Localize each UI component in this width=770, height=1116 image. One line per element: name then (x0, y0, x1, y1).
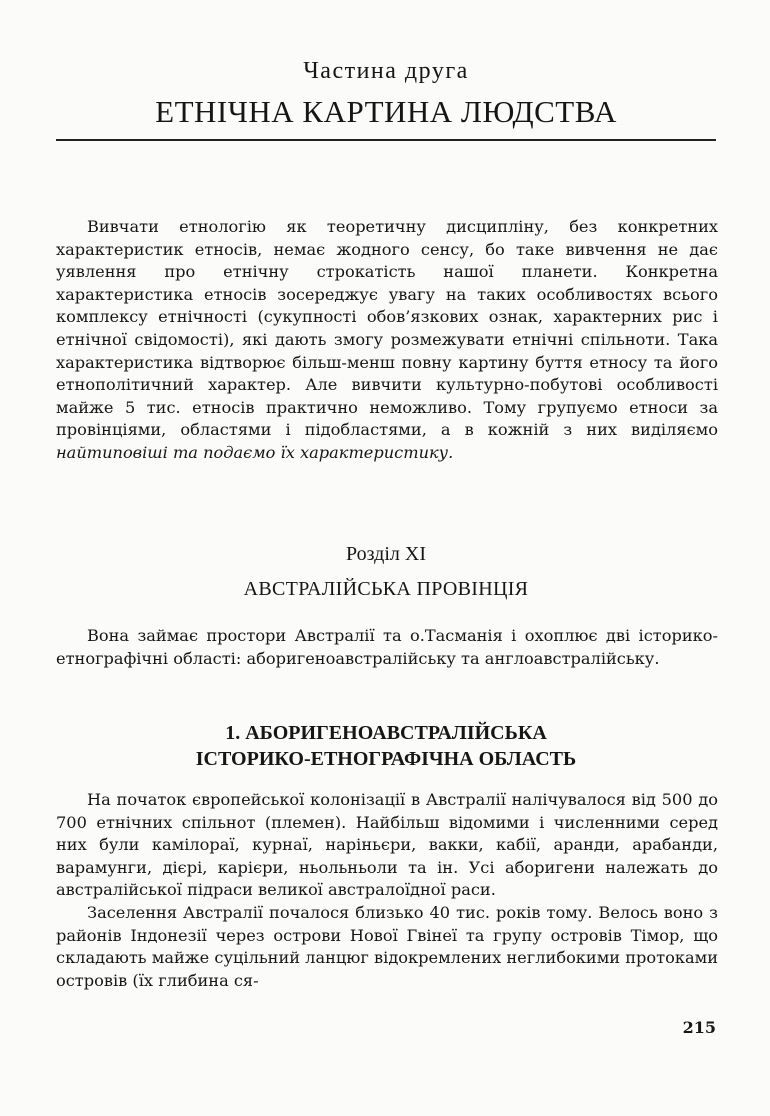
section-paragraph-1: На початок європейської колонізації в Австралії налічувалося від 500 до 700 етнічних спільнот (племен). Найбільш відомими і численними серед них були камілораї, курнаї, наріньєри, вакки, кабії, аранди, арабанди, варамунги, дієрі, карієри, ньольньоли та ін. Усі аборигени належать до австралійської підраси великої австралоїдної раси. (56, 790, 718, 900)
part-subtitle: ЕТНІЧНА КАРТИНА ЛЮДСТВА (155, 94, 617, 129)
header-rule (56, 139, 716, 141)
chapter-number: Розділ XI (346, 543, 426, 565)
intro-text-italic: найтиповіші та подаємо їх характеристику. (56, 442, 454, 462)
chapter-intro-paragraph: Вона займає простори Австралії та о.Тасманія і охоплює дві історико-етнографічні області: аборигеноавстралійську та англоавстралійську. (56, 626, 718, 668)
section-title (56, 720, 716, 772)
section-paragraph-2: Заселення Австралії почалося близько 40 тис. років тому. Велось воно з районів Індонезії через острови Нової Гвінеї та групу островів Тімор, що складають майже суцільний ланцюг відокремлених неглибокими протоками островів (їх глибина ся- (56, 902, 718, 990)
intro-block (56, 216, 718, 465)
chapter-intro-block (56, 625, 718, 670)
section-title-line2: ІСТОРИКО-ЕТНОГРАФІЧНА ОБЛАСТЬ (195, 748, 577, 770)
intro-text: Вивчати етнологію як теоретичну дисципліну, без конкретних характеристик етносів, немає жодного сенсу, бо таке вивчення не дає уявлення про етнічну строкатість нашої планети. Конкретна характеристика етносів зосереджує увагу на таких особливостях всього комплексу етнічності (сукупності обов’язкових ознак, характерних рис і етнічної свідомості), які дають змогу розмежувати етнічні спільноти. Така характеристика відтворює більш-менш повну картину буття етносу та його етнополітичний характер. Але вивчити культурно-побутові особливості майже 5 тис. етносів практично неможливо. Тому групуємо етноси за провінціями, областями і підобластями, а в кожній з них виділяємо (56, 217, 718, 440)
section-body (56, 789, 718, 992)
intro-paragraph (56, 216, 718, 465)
page-number: 215 (682, 1018, 716, 1037)
section-title-line1: 1. АБОРИГЕНОАВСТРАЛІЙСЬКА (225, 722, 547, 744)
chapter-title: АВСТРАЛІЙСЬКА ПРОВІНЦІЯ (243, 578, 529, 600)
part-title: Частина друга (303, 58, 469, 84)
